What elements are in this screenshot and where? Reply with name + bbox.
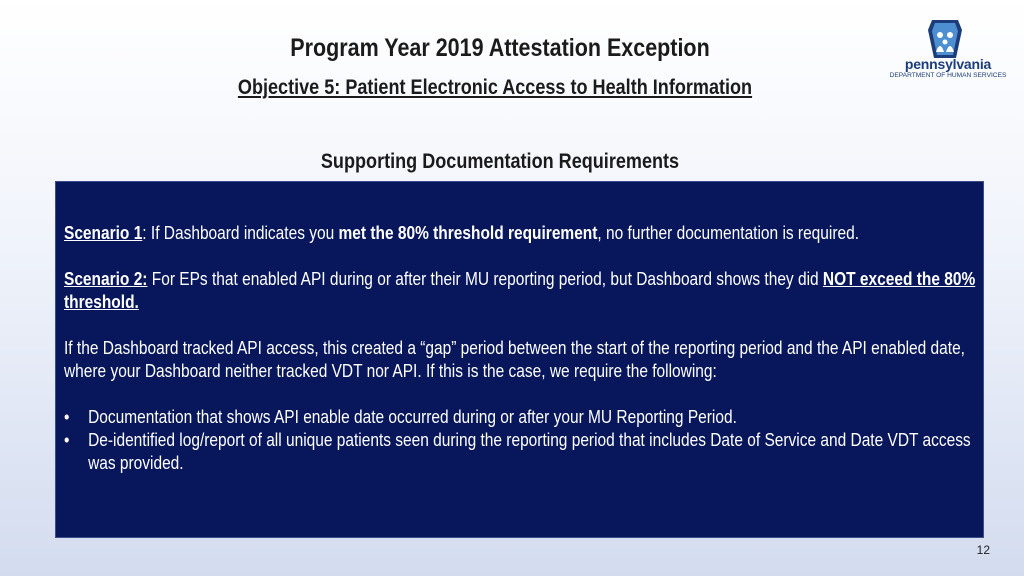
page-number: 12	[976, 543, 990, 557]
requirements-list	[64, 406, 976, 475]
scenario-2	[64, 268, 976, 314]
scenario-1-text-a: : If Dashboard indicates you	[142, 223, 339, 243]
pa-dhs-logo	[888, 20, 1008, 82]
slide-subtitle: Objective 5: Patient Electronic Access to Health Information	[237, 76, 753, 99]
logo-name: pennsylvania	[904, 56, 992, 72]
scenario-2-emphasis: NOT exceed the 80% threshold.	[64, 269, 976, 312]
scenario-1	[64, 222, 976, 245]
bullet-icon: •	[64, 430, 70, 450]
slide-title: Program Year 2019 Attestation Exception	[290, 34, 710, 62]
scenario-1-label: Scenario 1	[64, 223, 143, 243]
bullet-icon: •	[64, 407, 70, 427]
scenario-1-emphasis: met the 80% threshold requirement	[338, 223, 598, 243]
requirements-panel	[55, 181, 984, 538]
scenario-2-text-a: For EPs that enabled API during or after their MU reporting period, but Dashboard shows they did	[147, 269, 823, 289]
list-item	[64, 429, 976, 475]
panel-text	[64, 222, 976, 475]
keystone-family-icon	[928, 20, 962, 58]
section-heading: Supporting Documentation Requirements	[320, 150, 680, 173]
scenario-2-label: Scenario 2:	[64, 269, 148, 289]
logo-department: DEPARTMENT OF HUMAN SERVICES	[889, 72, 1007, 79]
list-item	[64, 406, 976, 429]
scenario-1-text-b: , no further documentation is required.	[597, 223, 860, 243]
gap-period-paragraph: If the Dashboard tracked API access, this created a “gap” period between the start of the reporting period and the API enabled date, where your Dashboard neither tracked VDT nor API. If this is the case, we require the following:	[64, 338, 965, 381]
list-item-text: Documentation that shows API enable date occurred during or after your MU Reporting Period.	[88, 407, 737, 427]
list-item-text: De-identified log/report of all unique patients seen during the reporting period that includes Date of Service and Date VDT access was provided.	[88, 430, 971, 473]
